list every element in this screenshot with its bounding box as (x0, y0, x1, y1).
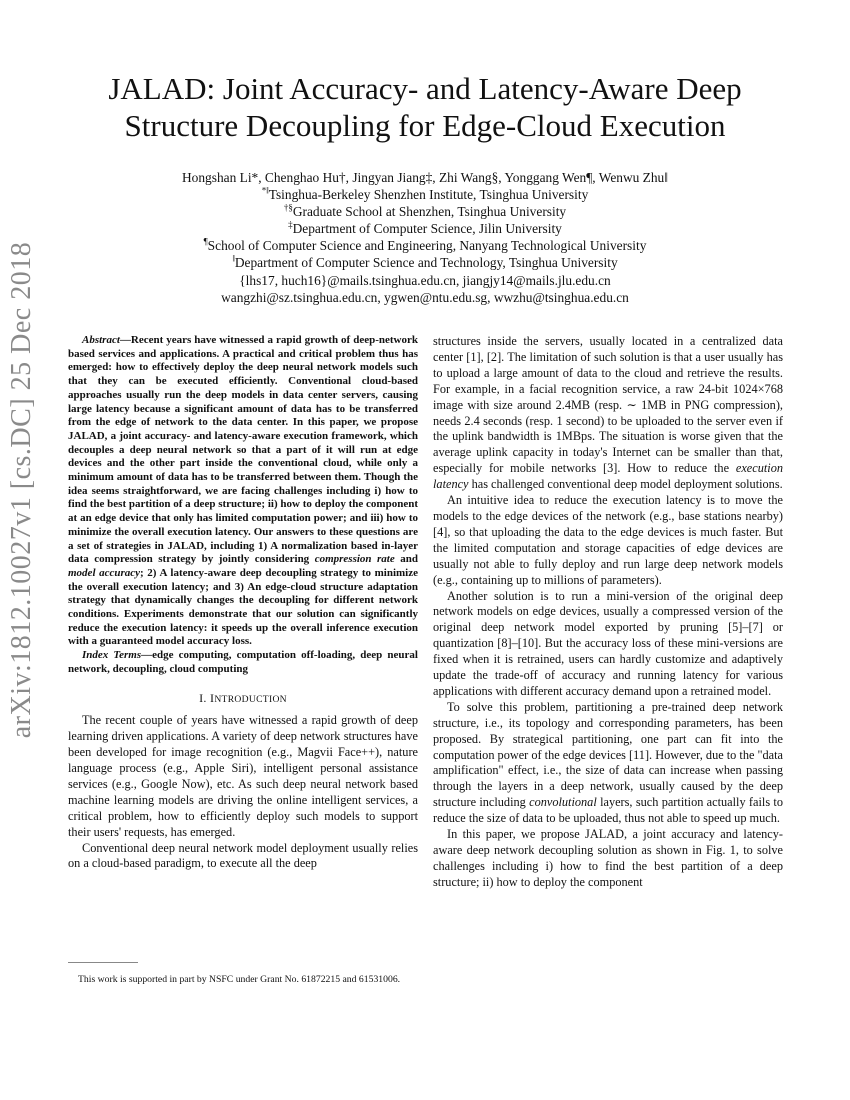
arxiv-stamp (0, 241, 44, 739)
affiliation-2 (70, 203, 780, 220)
affiliation-text: School of Computer Science and Engineering, Nanyang Technological University (207, 238, 647, 254)
abstract-emphasis: model accuracy (68, 566, 141, 579)
right-paragraph-1 (433, 334, 783, 493)
right-paragraph-4 (433, 700, 783, 827)
affiliation-mark: ¶ (203, 236, 208, 247)
title-line-1: JALAD: Joint Accuracy- and Latency-Aware Deep (108, 71, 742, 106)
paragraph-emphasis: convolutional (529, 795, 597, 810)
section-numeral: I. (199, 690, 207, 705)
affiliation-1 (70, 186, 780, 203)
author-block (70, 169, 780, 306)
email-line-2: wangzhi@sz.tsinghua.edu.cn, ygwen@ntu.edu.sg, wwzhu@tsinghua.edu.cn (221, 289, 629, 305)
intro-paragraph-1: The recent couple of years have witnessed a rapid growth of deep learning driven applications. A variety of deep network structures have been developed for image recognition (e.g., Magvii Face++), nature language process (e.g., Apple Siri), intelligent personal assistance services (e.g., Google Now), etc. As such deep neural network based machine learning models are driving the online intelligent services, a critical problem, how to efficiently deploy such models to support their users' requests, has emerged. (68, 713, 418, 839)
affiliation-text: Department of Computer Science, Jilin University (292, 221, 562, 237)
arxiv-stamp-text: arXiv:1812.10027v1 [cs.DC] 25 Dec 2018 (6, 241, 38, 739)
affiliation-mark: ‖ (232, 254, 235, 264)
right-paragraph-2: An intuitive idea to reduce the execution latency is to move the models to the edge devices of the network (e.g., base stations nearby) [4], so that uploading the data to the edge devices is much faster. But the limited computation and storage capacities of edge devices are usually not able to fully deploy and run large deep network models (e.g., containing up to millions of parameters). (433, 493, 783, 587)
right-paragraph-5: In this paper, we propose JALAD, a joint accuracy and latency-aware deep network decoupling solution as shown in Fig. 1, to solve challenges including i) how to find the best partition of a deep structure; ii) how to deploy the component (433, 827, 783, 889)
index-terms (68, 649, 418, 676)
affiliation-text: Tsinghua-Berkeley Shenzhen Institute, Tsinghua University (268, 187, 589, 203)
right-column (433, 334, 783, 891)
index-terms-text: —edge computing, computation off-loading, deep neural network, decoupling, cloud computing (68, 649, 418, 675)
author-names: Hongshan Li*, Chenghao Hu†, Jingyan Jiang‡, Zhi Wang§, Yonggang Wen¶, Wenwu Zhu‖ (181, 170, 668, 185)
affiliation-5 (70, 254, 780, 271)
paper-title (70, 70, 780, 144)
section-heading (68, 691, 418, 708)
index-terms-label: Index Terms (82, 649, 142, 662)
title-line-2: Structure Decoupling for Edge-Cloud Execution (124, 108, 726, 143)
affiliation-text: Department of Computer Science and Technology, Tsinghua University (234, 255, 618, 271)
paragraph-text: layers, such partition actually fails to reduce the size of data to be uploaded, thus not able to speed up much. (433, 795, 783, 826)
paragraph-text: To solve this problem, partitioning a pre-trained deep network structure, i.e., its topology and corresponding parameters, has been proposed. By strategical partitioning, one part can fit into the computation power of the edge devices [11]. However, due to the "data amplification" effect, i.e., the size of data can increase when passing through the layers in a deep network, usually caused by the deep structure including (433, 699, 783, 810)
affiliation-4 (70, 237, 780, 254)
affiliation-mark: †§ (283, 202, 293, 213)
footnote: This work is supported in part by NSFC under Grant No. 61872215 and 61531006. (78, 974, 401, 985)
abstract-label: Abstract (82, 334, 120, 346)
affiliation-3 (70, 220, 780, 237)
left-column (68, 334, 418, 872)
affiliation-mark: ‡ (288, 219, 293, 230)
affiliation-text: Graduate School at Shenzhen, Tsinghua University (292, 204, 567, 220)
abstract (68, 334, 418, 649)
right-paragraph-3: Another solution is to run a mini-version of the original deep network models on edge devices, usually a compressed version of the original deep network model exported by pruning [5]–[7] or quantization [8]–[10]. But the accuracy loss of these mini-versions are fixed when it is retrained, users can hardly customize and adaptively update the trade-off of accuracy and running latency for various applications with different accuracy demand upon a retrained model. (433, 588, 783, 698)
email-line-1: {lhs17, huch16}@mails.tsinghua.edu.cn, jiangjy14@mails.jlu.edu.cn (239, 272, 611, 288)
abstract-text: and (394, 553, 418, 566)
abstract-text: —Recent years have witnessed a rapid growth of deep-network based services and applications. A practical and critical problem thus has emerged: how to effectively deploy the deep neural network models such that they can be executed efficiently. Conventional cloud-based approaches usually run the deep models in data center servers, causing large latency because a significant amount of data has to be transferred from the edge of network to the data center. In this paper, we propose JALAD, a joint accuracy- and latency-aware execution framework, which decouples a deep neural network so that a part of it will run at edge devices and the other part inside the conventional cloud, while only a minimum amount of data has to be transferred between them. Though the idea seems straightforward, we are facing challenges including i) how to find the best partition of a deep structure; ii) how to deploy the component at an edge device that only has limited computation power; and iii) how to minimize the overall execution latency. Our answers to these questions are a set of strategies in JALAD, including 1) A normalization based in-layer data compression strategy by jointly considering (68, 334, 418, 566)
section-title-cap: I (210, 690, 215, 705)
section-title-rest: NTRODUCTION (214, 693, 287, 705)
abstract-text: ; 2) A latency-aware deep decoupling strategy to minimize the overall execution latency; and 3) An edge-cloud structure adaptation strategy that dynamically changes the decoupling for different network conditions. Experiments demonstrate that our solution can significantly reduce the execution latency: it speeds up the overall inference execution with a guaranteed model accuracy loss. (68, 566, 418, 648)
abstract-emphasis: compression rate (314, 553, 395, 566)
paragraph-text: has challenged conventional deep model deployment solutions. (468, 477, 783, 492)
intro-paragraph-2: Conventional deep neural network model deployment usually relies on a cloud-based paradigm, to execute all the deep (68, 840, 418, 871)
paragraph-text: structures inside the servers, usually located in a centralized data center [1], [2]. The limitation of such solution is that a user usually has to upload a large amount of data to the cloud and retrieve the results. For example, in a facial recognition service, a raw 24-bit 1024×768 image with size around 2.4MB (resp. ∼ 1MB in PNG compression), needs 2.4 seconds (resp. 1 second) to be uploaded to the server even if the uplink bandwidth is 1MBps. The situation is worse given that the average uplink capacity in today's Internet can be smaller than that, especially for mobile networks [3]. How to reduce the (433, 334, 783, 476)
footnote-rule (68, 962, 138, 963)
affiliation-mark: *‖ (261, 185, 269, 196)
paragraph-emphasis: execution latency (433, 461, 783, 492)
